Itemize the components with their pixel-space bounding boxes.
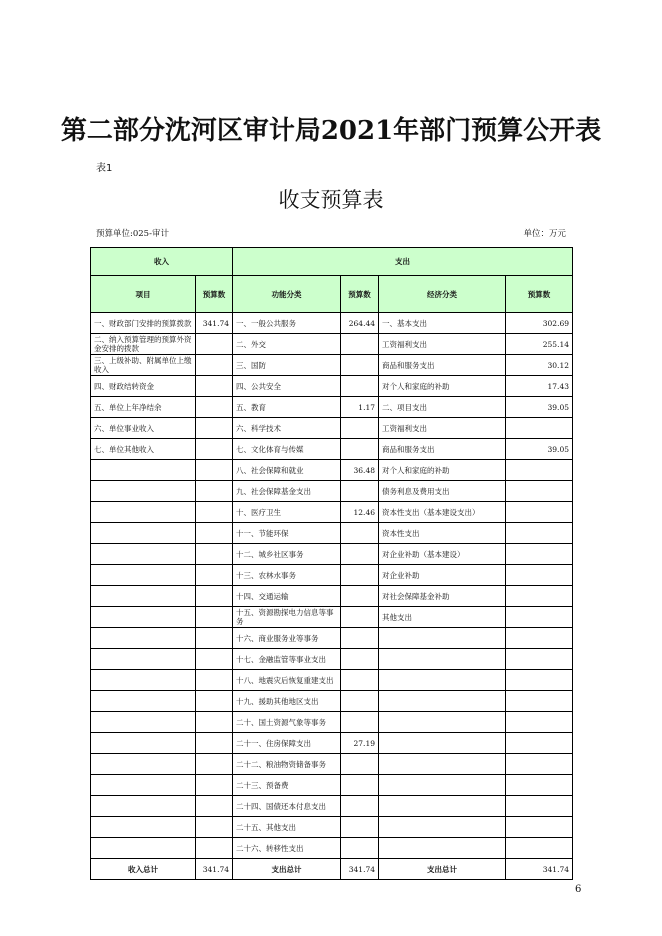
econ-item xyxy=(379,838,506,859)
func-amount xyxy=(341,418,379,439)
page-title: 第二部分沈河区审计局2021年部门预算公开表 xyxy=(60,116,602,146)
func-amount xyxy=(341,712,379,733)
func-item: 二、外交 xyxy=(233,334,341,355)
econ-amount xyxy=(506,628,573,649)
econ-item: 对个人和家庭的补助 xyxy=(379,460,506,481)
budget-table xyxy=(90,247,573,880)
econ-item: 工资福利支出 xyxy=(379,334,506,355)
table-row xyxy=(91,796,573,817)
func-item: 九、社会保障基金支出 xyxy=(233,481,341,502)
func-amount xyxy=(341,649,379,670)
table-row xyxy=(91,712,573,733)
income-header: 收入 xyxy=(91,248,233,276)
econ-amount: 30.12 xyxy=(506,355,573,376)
income-amount xyxy=(196,754,233,775)
func-amount xyxy=(341,817,379,838)
econ-item: 对社会保障基金补助 xyxy=(379,586,506,607)
table-row xyxy=(91,523,573,544)
econ-header: 经济分类 xyxy=(379,276,506,313)
func-amount: 36.48 xyxy=(341,460,379,481)
func-item: 八、社会保障和就业 xyxy=(233,460,341,481)
table-row xyxy=(91,334,573,355)
econ-item xyxy=(379,733,506,754)
expense-total-label: 支出总计 xyxy=(233,859,341,880)
func-amount xyxy=(341,754,379,775)
econ-amount xyxy=(506,838,573,859)
income-item xyxy=(91,460,196,481)
func-item: 二十、国土资源气象等事务 xyxy=(233,712,341,733)
econ-amount xyxy=(506,649,573,670)
econ-item xyxy=(379,670,506,691)
func-amount xyxy=(341,628,379,649)
budget-header: 预算数 xyxy=(196,276,233,313)
func-item: 十九、援助其他地区支出 xyxy=(233,691,341,712)
func-amount: 12.46 xyxy=(341,502,379,523)
table-row xyxy=(91,817,573,838)
income-amount xyxy=(196,523,233,544)
income-item xyxy=(91,796,196,817)
income-total-label: 收入总计 xyxy=(91,859,196,880)
table-row xyxy=(91,586,573,607)
table-row xyxy=(91,565,573,586)
econ-amount xyxy=(506,460,573,481)
func-item: 十六、商业服务业等事务 xyxy=(233,628,341,649)
table-row xyxy=(91,481,573,502)
table-row xyxy=(91,397,573,418)
func-amount xyxy=(341,334,379,355)
func-item: 十三、农林水事务 xyxy=(233,565,341,586)
func-item: 十四、交通运输 xyxy=(233,586,341,607)
income-amount xyxy=(196,439,233,460)
income-amount xyxy=(196,670,233,691)
income-amount xyxy=(196,586,233,607)
econ-amount xyxy=(506,691,573,712)
table-row xyxy=(91,439,573,460)
income-item xyxy=(91,565,196,586)
func-amount xyxy=(341,523,379,544)
func-amount xyxy=(341,691,379,712)
func-amount xyxy=(341,544,379,565)
econ-amount xyxy=(506,733,573,754)
func-amount xyxy=(341,775,379,796)
table-row xyxy=(91,628,573,649)
income-amount xyxy=(196,355,233,376)
func-item: 十一、节能环保 xyxy=(233,523,341,544)
func-amount xyxy=(341,586,379,607)
income-item xyxy=(91,523,196,544)
econ-amount xyxy=(506,565,573,586)
total-row xyxy=(91,859,573,880)
func-amount xyxy=(341,670,379,691)
func-item: 二十六、转移性支出 xyxy=(233,838,341,859)
table-row xyxy=(91,775,573,796)
func-item: 十七、金融监管等事业支出 xyxy=(233,649,341,670)
econ-amount xyxy=(506,418,573,439)
income-amount xyxy=(196,481,233,502)
econ-amount xyxy=(506,481,573,502)
econ-amount xyxy=(506,523,573,544)
budget-header: 预算数 xyxy=(341,276,379,313)
income-amount xyxy=(196,544,233,565)
income-item: 五、单位上年净结余 xyxy=(91,397,196,418)
func-item: 二十二、粮油物资储备事务 xyxy=(233,754,341,775)
income-amount xyxy=(196,397,233,418)
func-header: 功能分类 xyxy=(233,276,341,313)
table-row xyxy=(91,502,573,523)
income-item xyxy=(91,628,196,649)
econ-item: 对个人和家庭的补助 xyxy=(379,376,506,397)
table-row xyxy=(91,670,573,691)
econ-item xyxy=(379,775,506,796)
econ-item: 商品和服务支出 xyxy=(379,355,506,376)
income-amount xyxy=(196,502,233,523)
func-item: 十八、地震灾后恢复重建支出 xyxy=(233,670,341,691)
income-item: 六、单位事业收入 xyxy=(91,418,196,439)
econ-item: 工资福利支出 xyxy=(379,418,506,439)
econ-item: 二、项目支出 xyxy=(379,397,506,418)
income-amount xyxy=(196,817,233,838)
income-item xyxy=(91,754,196,775)
expense-header: 支出 xyxy=(233,248,573,276)
econ-item: 资本性支出 xyxy=(379,523,506,544)
func-item: 六、科学技术 xyxy=(233,418,341,439)
econ-total: 341.74 xyxy=(506,859,573,880)
func-item: 四、公共安全 xyxy=(233,376,341,397)
econ-amount xyxy=(506,712,573,733)
func-item: 二十四、国债还本付息支出 xyxy=(233,796,341,817)
income-amount xyxy=(196,796,233,817)
econ-amount xyxy=(506,775,573,796)
table-row xyxy=(91,607,573,628)
econ-item xyxy=(379,691,506,712)
table-row xyxy=(91,733,573,754)
func-amount xyxy=(341,565,379,586)
func-amount xyxy=(341,376,379,397)
table-row xyxy=(91,376,573,397)
econ-item: 资本性支出（基本建设支出） xyxy=(379,502,506,523)
econ-item xyxy=(379,817,506,838)
func-item: 二十一、住房保障支出 xyxy=(233,733,341,754)
income-amount xyxy=(196,460,233,481)
page-number: 6 xyxy=(575,884,582,895)
income-amount xyxy=(196,838,233,859)
econ-item: 债务利息及费用支出 xyxy=(379,481,506,502)
func-amount: 1.17 xyxy=(341,397,379,418)
econ-amount xyxy=(506,607,573,628)
table-row xyxy=(91,838,573,859)
income-item xyxy=(91,586,196,607)
table-row xyxy=(91,355,573,376)
income-item: 四、财政结转资金 xyxy=(91,376,196,397)
income-amount: 341.74 xyxy=(196,313,233,334)
func-amount xyxy=(341,355,379,376)
item-header: 项目 xyxy=(91,276,196,313)
func-amount: 264.44 xyxy=(341,313,379,334)
table-row xyxy=(91,418,573,439)
econ-amount: 255.14 xyxy=(506,334,573,355)
income-amount xyxy=(196,775,233,796)
econ-amount xyxy=(506,796,573,817)
table-number: 表1 xyxy=(96,163,113,174)
econ-amount: 17.43 xyxy=(506,376,573,397)
econ-item xyxy=(379,712,506,733)
income-item xyxy=(91,733,196,754)
income-item xyxy=(91,838,196,859)
econ-item xyxy=(379,628,506,649)
income-amount xyxy=(196,691,233,712)
income-item xyxy=(91,607,196,628)
table-row xyxy=(91,649,573,670)
table-row xyxy=(91,460,573,481)
income-item xyxy=(91,817,196,838)
table-title: 收支预算表 xyxy=(278,188,384,212)
func-amount xyxy=(341,481,379,502)
econ-item: 对企业补助 xyxy=(379,565,506,586)
econ-amount xyxy=(506,817,573,838)
econ-amount xyxy=(506,754,573,775)
income-item xyxy=(91,691,196,712)
income-amount xyxy=(196,376,233,397)
income-amount xyxy=(196,565,233,586)
income-item: 二、纳入预算管理的预算外资金安排的拨款 xyxy=(91,334,196,355)
econ-item xyxy=(379,796,506,817)
table-row xyxy=(91,313,573,334)
income-item: 三、上级补助、附属单位上缴收入 xyxy=(91,355,196,376)
income-amount xyxy=(196,334,233,355)
table-row xyxy=(91,691,573,712)
func-item: 三、国防 xyxy=(233,355,341,376)
income-amount xyxy=(196,628,233,649)
income-amount xyxy=(196,733,233,754)
econ-item: 对企业补助（基本建设） xyxy=(379,544,506,565)
func-item: 十五、资源勘探电力信息等事务 xyxy=(233,607,341,628)
func-item: 五、教育 xyxy=(233,397,341,418)
econ-item xyxy=(379,649,506,670)
income-item xyxy=(91,481,196,502)
income-item: 一、财政部门安排的预算拨款 xyxy=(91,313,196,334)
income-item: 七、单位其他收入 xyxy=(91,439,196,460)
econ-amount: 302.69 xyxy=(506,313,573,334)
func-amount xyxy=(341,796,379,817)
income-item xyxy=(91,670,196,691)
income-total: 341.74 xyxy=(196,859,233,880)
func-item: 二十三、预备费 xyxy=(233,775,341,796)
income-item xyxy=(91,712,196,733)
func-item: 十二、城乡社区事务 xyxy=(233,544,341,565)
func-amount xyxy=(341,607,379,628)
func-amount xyxy=(341,838,379,859)
income-item xyxy=(91,775,196,796)
func-item: 十、医疗卫生 xyxy=(233,502,341,523)
table-row xyxy=(91,754,573,775)
income-item xyxy=(91,502,196,523)
econ-item xyxy=(379,754,506,775)
func-amount: 27.19 xyxy=(341,733,379,754)
func-item: 七、文化体育与传媒 xyxy=(233,439,341,460)
func-item: 二十五、其他支出 xyxy=(233,817,341,838)
income-item xyxy=(91,544,196,565)
econ-item: 商品和服务支出 xyxy=(379,439,506,460)
budget-unit: 预算单位:025-审计 xyxy=(96,229,169,239)
income-item xyxy=(91,649,196,670)
econ-amount xyxy=(506,670,573,691)
expense-total: 341.74 xyxy=(341,859,379,880)
econ-amount xyxy=(506,544,573,565)
func-item: 一、一般公共服务 xyxy=(233,313,341,334)
income-amount xyxy=(196,418,233,439)
budget-header: 预算数 xyxy=(506,276,573,313)
econ-total-label: 支出总计 xyxy=(379,859,506,880)
econ-item: 其他支出 xyxy=(379,607,506,628)
table-row xyxy=(91,544,573,565)
income-amount xyxy=(196,712,233,733)
income-amount xyxy=(196,607,233,628)
func-amount xyxy=(341,439,379,460)
econ-item: 一、基本支出 xyxy=(379,313,506,334)
currency-unit: 单位：万元 xyxy=(523,229,566,239)
income-amount xyxy=(196,649,233,670)
econ-amount: 39.05 xyxy=(506,439,573,460)
econ-amount: 39.05 xyxy=(506,397,573,418)
econ-amount xyxy=(506,586,573,607)
econ-amount xyxy=(506,502,573,523)
